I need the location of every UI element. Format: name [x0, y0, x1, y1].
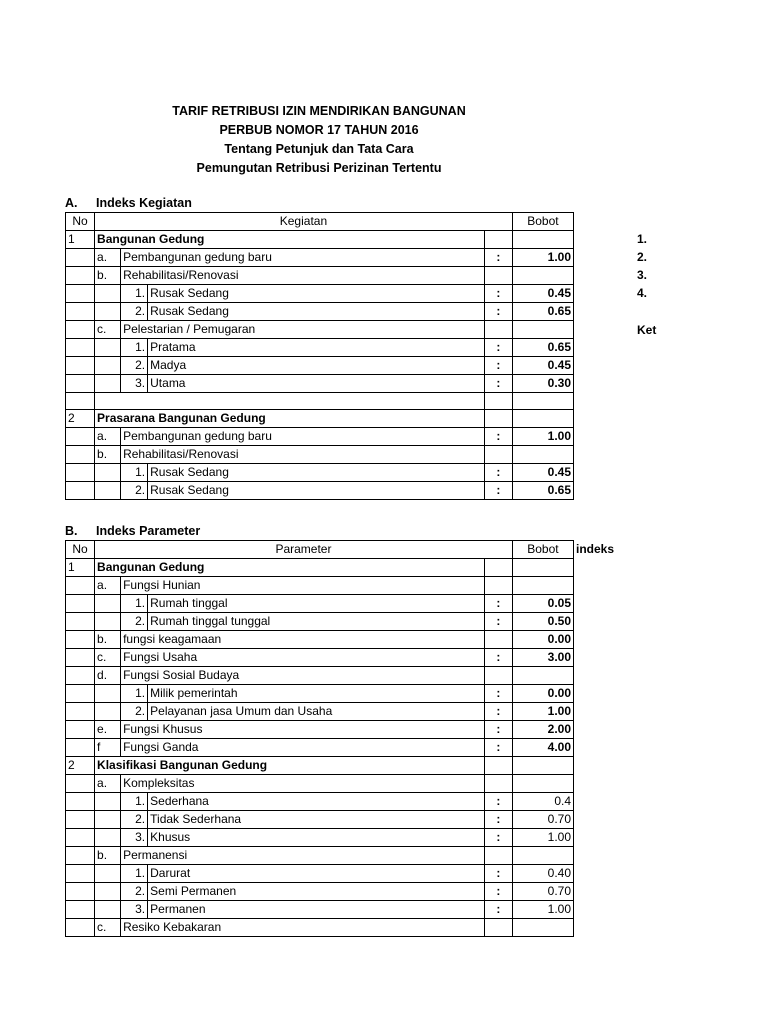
table-row — [66, 757, 574, 775]
table-row — [66, 793, 574, 811]
empty-cell — [66, 865, 95, 883]
bobot-value: 1.00 — [512, 428, 573, 446]
item-label: Rusak Sedang — [148, 464, 485, 482]
colon-cell: : — [484, 721, 512, 739]
bobot-value — [512, 410, 573, 428]
empty-cell — [95, 339, 121, 357]
empty-cell — [66, 613, 95, 631]
item-number: 2. — [121, 613, 148, 631]
item-number: 2. — [121, 811, 148, 829]
colon-cell — [484, 757, 512, 775]
table-row — [66, 595, 574, 613]
sub-label: Fungsi Ganda — [121, 739, 485, 757]
empty-cell — [66, 793, 95, 811]
empty-cell — [66, 577, 95, 595]
sub-label: Fungsi Sosial Budaya — [121, 667, 485, 685]
colon-cell: : — [484, 375, 512, 393]
item-label: Pratama — [148, 339, 485, 357]
header-no: No — [66, 213, 95, 231]
table-row — [66, 631, 574, 649]
title-line-3: Tentang Petunjuk dan Tata Cara — [224, 142, 414, 156]
item-label: Milik pemerintah — [148, 685, 485, 703]
item-label: Rumah tinggal tunggal — [148, 613, 485, 631]
empty-cell — [66, 685, 95, 703]
bobot-value: 0.30 — [512, 375, 573, 393]
colon-cell: : — [484, 685, 512, 703]
colon-cell: : — [484, 482, 512, 500]
item-label: Semi Permanen — [148, 883, 485, 901]
group-label: Bangunan Gedung — [95, 559, 485, 577]
sub-label: Pembangunan gedung baru — [121, 249, 485, 267]
header-no: No — [66, 541, 95, 559]
item-label: Madya — [148, 357, 485, 375]
empty-cell — [95, 357, 121, 375]
table-row — [66, 231, 574, 249]
section-a-title: Indeks Kegiatan — [96, 196, 192, 210]
colon-cell: : — [484, 865, 512, 883]
row-number: 2 — [66, 410, 95, 428]
table-row — [66, 410, 574, 428]
header-bobot: Bobot — [512, 213, 573, 231]
empty-cell — [66, 901, 95, 919]
empty-cell — [66, 339, 95, 357]
colon-cell: : — [484, 649, 512, 667]
empty-cell — [66, 847, 95, 865]
bobot-value — [512, 667, 573, 685]
colon-cell: : — [484, 303, 512, 321]
empty-cell — [95, 703, 121, 721]
section-b-heading — [65, 522, 200, 540]
sub-letter: e. — [95, 721, 121, 739]
sub-label: Pembangunan gedung baru — [121, 428, 485, 446]
item-number: 2. — [121, 883, 148, 901]
empty-cell — [95, 613, 121, 631]
sub-label: Rehabilitasi/Renovasi — [121, 446, 485, 464]
bobot-value — [512, 919, 573, 937]
bobot-value: 0.45 — [512, 357, 573, 375]
bobot-value: 2.00 — [512, 721, 573, 739]
item-number: 1. — [121, 285, 148, 303]
empty-cell — [66, 482, 95, 500]
colon-cell — [484, 559, 512, 577]
item-number: 3. — [121, 901, 148, 919]
section-b-title: Indeks Parameter — [96, 524, 201, 538]
bobot-value — [512, 321, 573, 339]
colon-cell: : — [484, 811, 512, 829]
item-label: Khusus — [148, 829, 485, 847]
bobot-value — [512, 847, 573, 865]
empty-cell — [66, 883, 95, 901]
indeks-side-label: indeks — [576, 542, 615, 556]
header-item: Kegiatan — [95, 213, 513, 231]
colon-cell — [484, 410, 512, 428]
empty-cell — [66, 321, 95, 339]
item-label: Rumah tinggal — [148, 595, 485, 613]
indeks-kegiatan-table — [65, 212, 574, 500]
table-row — [66, 901, 574, 919]
table-row — [66, 267, 574, 285]
table-row — [66, 775, 574, 793]
table-row — [66, 703, 574, 721]
empty-cell — [95, 811, 121, 829]
indeks-parameter-table — [65, 540, 574, 937]
table-row — [66, 249, 574, 267]
bobot-value: 1.00 — [512, 901, 573, 919]
empty-cell — [66, 428, 95, 446]
table-row — [66, 811, 574, 829]
empty-cell — [66, 249, 95, 267]
table-row — [66, 357, 574, 375]
table-header-row — [66, 213, 574, 231]
colon-cell: : — [484, 829, 512, 847]
table-row — [66, 667, 574, 685]
sub-letter: a. — [95, 249, 121, 267]
sub-letter: b. — [95, 847, 121, 865]
colon-cell — [484, 231, 512, 249]
empty-cell — [95, 865, 121, 883]
right-ket-label: Ket — [637, 323, 657, 337]
bobot-value: 4.00 — [512, 739, 573, 757]
table-row — [66, 559, 574, 577]
empty-cell — [95, 883, 121, 901]
empty-cell — [66, 267, 95, 285]
row-number: 1 — [66, 231, 95, 249]
colon-cell — [484, 919, 512, 937]
colon-cell: : — [484, 428, 512, 446]
right-list-2: 2. — [637, 250, 648, 264]
sub-label: fungsi keagamaan — [121, 631, 485, 649]
colon-cell: : — [484, 595, 512, 613]
bobot-value: 0.00 — [512, 631, 573, 649]
empty-cell — [66, 811, 95, 829]
empty-cell — [66, 703, 95, 721]
sub-letter: c. — [95, 649, 121, 667]
colon-cell: : — [484, 739, 512, 757]
empty-cell — [66, 721, 95, 739]
colon-cell: : — [484, 883, 512, 901]
table-row — [66, 321, 574, 339]
empty-cell — [66, 375, 95, 393]
table-row — [66, 613, 574, 631]
empty-cell — [95, 285, 121, 303]
table-row — [66, 883, 574, 901]
bobot-value — [512, 559, 573, 577]
bobot-value: 0.65 — [512, 339, 573, 357]
empty-cell — [66, 285, 95, 303]
section-a-heading — [65, 194, 192, 212]
item-number: 2. — [121, 703, 148, 721]
empty-cell — [95, 393, 485, 410]
bobot-value: 1.00 — [512, 829, 573, 847]
item-label: Tidak Sederhana — [148, 811, 485, 829]
colon-cell: : — [484, 249, 512, 267]
empty-cell — [484, 393, 512, 410]
bobot-value: 0.40 — [512, 865, 573, 883]
sub-letter: c. — [95, 919, 121, 937]
bobot-value — [512, 757, 573, 775]
item-number: 1. — [121, 464, 148, 482]
bobot-value: 0.05 — [512, 595, 573, 613]
group-label: Bangunan Gedung — [95, 231, 485, 249]
sub-letter: c. — [95, 321, 121, 339]
colon-cell — [484, 631, 512, 649]
empty-cell — [66, 649, 95, 667]
table-row — [66, 739, 574, 757]
title-line-4: Pemungutan Retribusi Perizinan Tertentu — [196, 161, 442, 175]
item-label: Permanen — [148, 901, 485, 919]
table-row — [66, 428, 574, 446]
empty-cell — [66, 631, 95, 649]
bobot-value: 1.00 — [512, 703, 573, 721]
title-line-1: TARIF RETRIBUSI IZIN MENDIRIKAN BANGUNAN — [172, 104, 466, 118]
bobot-value: 3.00 — [512, 649, 573, 667]
section-a-letter: A. — [65, 196, 78, 210]
colon-cell — [484, 321, 512, 339]
group-label: Klasifikasi Bangunan Gedung — [95, 757, 485, 775]
empty-cell — [66, 775, 95, 793]
item-label: Rusak Sedang — [148, 482, 485, 500]
colon-cell: : — [484, 793, 512, 811]
table-row — [66, 375, 574, 393]
bobot-value: 0.00 — [512, 685, 573, 703]
colon-cell — [484, 577, 512, 595]
item-number: 3. — [121, 829, 148, 847]
sub-letter: a. — [95, 428, 121, 446]
empty-cell — [512, 393, 573, 410]
section-b-letter: B. — [65, 524, 78, 538]
sub-letter: b. — [95, 631, 121, 649]
empty-cell — [66, 357, 95, 375]
item-number: 3. — [121, 375, 148, 393]
item-number: 1. — [121, 595, 148, 613]
group-label: Prasarana Bangunan Gedung — [95, 410, 485, 428]
colon-cell: : — [484, 464, 512, 482]
empty-cell — [95, 482, 121, 500]
item-label: Rusak Sedang — [148, 285, 485, 303]
header-bobot: Bobot — [512, 541, 573, 559]
table-row — [66, 649, 574, 667]
empty-cell — [95, 685, 121, 703]
sub-label: Pelestarian / Pemugaran — [121, 321, 485, 339]
sub-label: Fungsi Usaha — [121, 649, 485, 667]
sub-label: Permanensi — [121, 847, 485, 865]
empty-cell — [95, 793, 121, 811]
table-header-row — [66, 541, 574, 559]
table-row — [66, 865, 574, 883]
empty-cell — [95, 901, 121, 919]
colon-cell: : — [484, 285, 512, 303]
colon-cell: : — [484, 703, 512, 721]
item-number: 1. — [121, 685, 148, 703]
table-row — [66, 339, 574, 357]
bobot-value — [512, 577, 573, 595]
empty-cell — [95, 303, 121, 321]
item-number: 2. — [121, 482, 148, 500]
table-row — [66, 482, 574, 500]
table-row — [66, 446, 574, 464]
row-number: 1 — [66, 559, 95, 577]
bobot-value: 0.65 — [512, 482, 573, 500]
item-number: 1. — [121, 339, 148, 357]
bobot-value — [512, 775, 573, 793]
bobot-value: 1.00 — [512, 249, 573, 267]
sub-letter: d. — [95, 667, 121, 685]
title-line-2: PERBUB NOMOR 17 TAHUN 2016 — [219, 123, 419, 137]
table-row — [66, 303, 574, 321]
table-row — [66, 285, 574, 303]
right-list-1: 1. — [637, 232, 648, 246]
row-number: 2 — [66, 757, 95, 775]
bobot-value: 0.50 — [512, 613, 573, 631]
item-label: Sederhana — [148, 793, 485, 811]
table-row — [66, 393, 574, 410]
item-label: Utama — [148, 375, 485, 393]
empty-cell — [66, 464, 95, 482]
sub-label: Rehabilitasi/Renovasi — [121, 267, 485, 285]
right-list-4: 4. — [637, 286, 648, 300]
item-number: 1. — [121, 793, 148, 811]
empty-cell — [66, 595, 95, 613]
colon-cell: : — [484, 901, 512, 919]
table-row — [66, 577, 574, 595]
sub-letter: a. — [95, 775, 121, 793]
bobot-value: 0.70 — [512, 811, 573, 829]
sub-letter: f — [95, 739, 121, 757]
colon-cell — [484, 847, 512, 865]
sub-label: Kompleksitas — [121, 775, 485, 793]
table-row — [66, 919, 574, 937]
empty-cell — [95, 464, 121, 482]
item-number: 2. — [121, 303, 148, 321]
bobot-value — [512, 446, 573, 464]
empty-cell — [66, 303, 95, 321]
empty-cell — [95, 595, 121, 613]
sub-letter: b. — [95, 267, 121, 285]
colon-cell — [484, 775, 512, 793]
bobot-value: 0.45 — [512, 285, 573, 303]
table-row — [66, 464, 574, 482]
colon-cell — [484, 667, 512, 685]
empty-cell — [66, 739, 95, 757]
empty-cell — [95, 375, 121, 393]
colon-cell: : — [484, 613, 512, 631]
bobot-value: 0.4 — [512, 793, 573, 811]
colon-cell: : — [484, 339, 512, 357]
empty-cell — [66, 919, 95, 937]
empty-cell — [66, 667, 95, 685]
sub-label: Resiko Kebakaran — [121, 919, 485, 937]
bobot-value: 0.45 — [512, 464, 573, 482]
table-row — [66, 829, 574, 847]
bobot-value: 0.70 — [512, 883, 573, 901]
sub-letter: b. — [95, 446, 121, 464]
table-row — [66, 685, 574, 703]
sub-label: Fungsi Khusus — [121, 721, 485, 739]
table-row — [66, 721, 574, 739]
item-label: Darurat — [148, 865, 485, 883]
table-row — [66, 847, 574, 865]
item-number: 2. — [121, 357, 148, 375]
bobot-value — [512, 267, 573, 285]
item-number: 1. — [121, 865, 148, 883]
sub-label: Fungsi Hunian — [121, 577, 485, 595]
bobot-value: 0.65 — [512, 303, 573, 321]
sub-letter: a. — [95, 577, 121, 595]
empty-cell — [66, 446, 95, 464]
document-title-block — [0, 102, 638, 178]
colon-cell — [484, 446, 512, 464]
colon-cell — [484, 267, 512, 285]
header-item: Parameter — [95, 541, 513, 559]
right-list-3: 3. — [637, 268, 648, 282]
colon-cell: : — [484, 357, 512, 375]
bobot-value — [512, 231, 573, 249]
item-label: Rusak Sedang — [148, 303, 485, 321]
item-label: Pelayanan jasa Umum dan Usaha — [148, 703, 485, 721]
empty-cell — [66, 829, 95, 847]
empty-cell — [66, 393, 95, 410]
empty-cell — [95, 829, 121, 847]
